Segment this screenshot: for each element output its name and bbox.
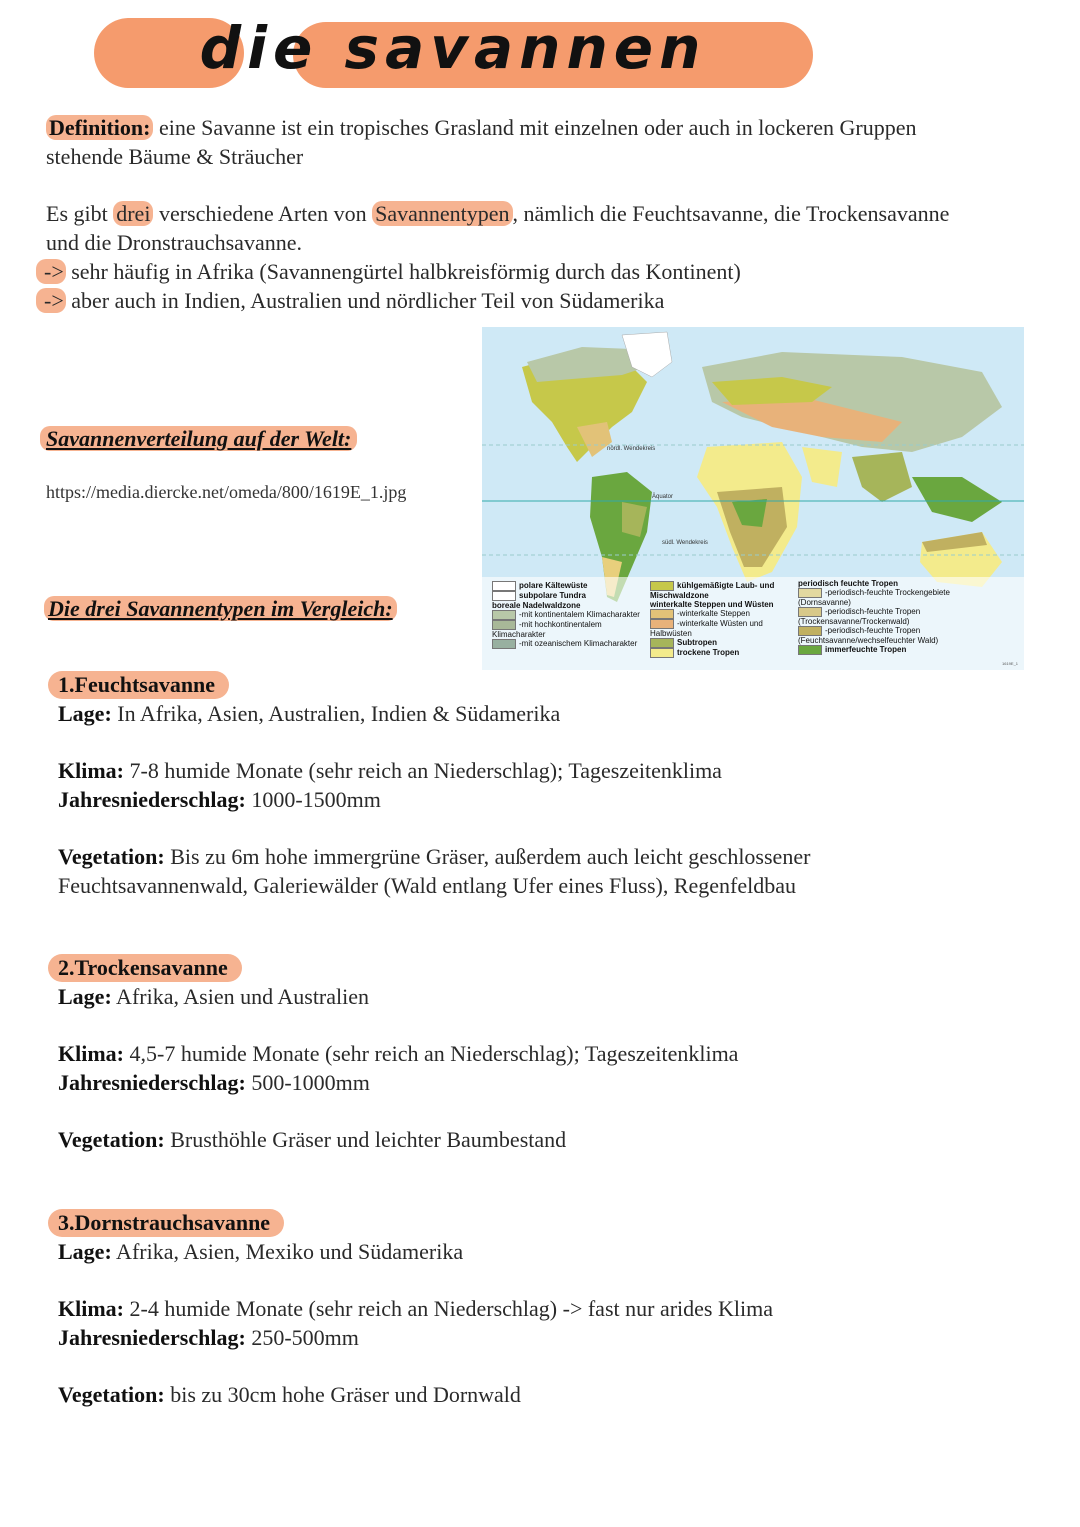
type-2-klima: 4,5-7 humide Monate (sehr reich an Niederschlag); Tageszeitenklima	[124, 1041, 739, 1066]
legend-subtropen: Subtropen	[677, 638, 717, 648]
type-2-jn-label: Jahresniederschlag:	[58, 1070, 246, 1095]
compare-heading-text: Die drei Savannentypen im Vergleich:	[44, 596, 397, 621]
definition-text-line2: stehende Bäume & Sträucher	[46, 144, 304, 169]
label-equator: Äquator	[652, 494, 674, 500]
arrow-1: ->	[36, 259, 66, 284]
type-2-veg: Brusthöhle Gräser und leichter Baumbestand	[164, 1127, 567, 1152]
legend-steppen: -winterkalte Steppen	[677, 609, 750, 619]
type-1-veg-line2: Feuchtsavannenwald, Galeriewälder (Wald entlang Ufer eines Fluss), Regenfeldbau	[58, 873, 797, 898]
type-2-lage: Afrika, Asien und Australien	[111, 984, 370, 1009]
legend-kuehl: kühlgemäßigte Laub- und Mischwaldzone	[650, 581, 775, 600]
type-3-jn: 250-500mm	[245, 1325, 359, 1350]
highlight-drei: drei	[113, 201, 153, 226]
legend-p2: -periodisch-feuchte Tropen (Trockensavanne/Trockenwald)	[798, 607, 921, 626]
legend-ozean: -mit ozeanischem Klimacharakter	[519, 639, 638, 649]
legend-polar: polare Kältewüste	[519, 581, 588, 591]
bullet-other-regions: aber auch in Indien, Australien und nördlicher Teil von Südamerika	[71, 288, 665, 313]
page-title-text: die savannen	[199, 14, 707, 82]
type-section-2	[48, 953, 1048, 1154]
type-1-lage-label: Lage:	[58, 701, 112, 726]
intro-text-mid: verschiedene Arten von	[153, 201, 373, 226]
legend-periodisch: periodisch feuchte Tropen	[798, 579, 899, 588]
type-2-klima-label: Klima:	[58, 1041, 124, 1066]
legend-p1: -periodisch-feuchte Trockengebiete (Dornsavanne)	[798, 588, 950, 607]
type-1-title: 1.Feuchtsavanne	[48, 671, 229, 699]
type-1-jn: 1000-1500mm	[245, 787, 381, 812]
intro-text-post: , nämlich die Feuchtsavanne, die Trockensavanne	[512, 201, 950, 226]
type-1-veg-label: Vegetation:	[58, 844, 165, 869]
legend-wuesten: -winterkalte Wüsten und Halbwüsten	[650, 619, 763, 638]
type-3-klima-label: Klima:	[58, 1296, 124, 1321]
legend-boreal: boreale Nadelwaldzone	[492, 601, 581, 610]
highlight-savannentypen: Savannentypen	[372, 201, 512, 226]
legend-p3: -periodisch-feuchte Tropen (Feuchtsavanne/wechselfeuchter Wald)	[798, 626, 939, 645]
type-1-jn-label: Jahresniederschlag:	[58, 787, 246, 812]
type-3-veg-label: Vegetation:	[58, 1382, 165, 1407]
definition	[46, 113, 1046, 171]
source-url[interactable]: https://media.diercke.net/omeda/800/1619E_1.jpg	[46, 482, 407, 502]
type-1-lage: In Afrika, Asien, Australien, Indien & Südamerika	[111, 701, 561, 726]
type-1-klima-label: Klima:	[58, 758, 124, 783]
legend-tundra: subpolare Tundra	[519, 591, 586, 601]
type-2-veg-label: Vegetation:	[58, 1127, 165, 1152]
type-2-jn: 500-1000mm	[245, 1070, 370, 1095]
type-2-title: 2.Trockensavanne	[48, 954, 242, 982]
type-section-1	[48, 670, 1048, 900]
definition-text: eine Savanne ist ein tropisches Grasland mit einzelnen oder auch in lockeren Gruppen	[153, 115, 917, 140]
legend-trocken: trockene Tropen	[677, 648, 740, 658]
legend-column-3	[798, 579, 963, 655]
type-2-lage-label: Lage:	[58, 984, 112, 1009]
map-code: 1619E_1	[1002, 661, 1019, 666]
page-title	[88, 10, 818, 96]
world-heading-text: Savannenverteilung auf der Welt:	[40, 426, 357, 451]
type-3-jn-label: Jahresniederschlag:	[58, 1325, 246, 1350]
intro-line2: und die Dronstrauchsavanne.	[46, 230, 302, 255]
legend-column-1	[492, 581, 642, 649]
type-3-lage: Afrika, Asien, Mexiko und Südamerika	[111, 1239, 464, 1264]
type-1-klima: 7-8 humide Monate (sehr reich an Niederschlag); Tageszeitenklima	[124, 758, 722, 783]
compare-heading	[44, 596, 397, 622]
legend-kont: -mit kontinentalem Klimacharakter	[519, 610, 640, 620]
type-section-3	[48, 1208, 1048, 1409]
legend-immer: immerfeuchte Tropen	[825, 645, 907, 655]
intro-text: Es gibt	[46, 201, 114, 226]
vegetation-world-map	[482, 327, 1024, 670]
legend-hochkont: -mit hochkontinentalem Klimacharakter	[492, 620, 602, 639]
type-3-veg: bis zu 30cm hohe Gräser und Dornwald	[164, 1382, 521, 1407]
world-distribution-heading	[40, 426, 357, 452]
type-3-title: 3.Dornstrauchsavanne	[48, 1209, 284, 1237]
type-1-veg: Bis zu 6m hohe immergrüne Gräser, außerdem auch leicht geschlossener	[164, 844, 811, 869]
type-3-lage-label: Lage:	[58, 1239, 112, 1264]
label-south-tropic: südl. Wendekreis	[662, 540, 708, 546]
label-north-tropic: nördl. Wendekreis	[607, 446, 656, 452]
bullet-africa: sehr häufig in Afrika (Savannengürtel halbkreisförmig durch das Kontinent)	[71, 259, 741, 284]
arrow-2: ->	[36, 288, 66, 313]
definition-label: Definition:	[46, 115, 153, 140]
type-3-klima: 2-4 humide Monate (sehr reich an Niederschlag) -> fast nur arides Klima	[124, 1296, 773, 1321]
legend-winterkalt: winterkalte Steppen und Wüsten	[650, 600, 774, 609]
intro-paragraph	[46, 199, 1066, 315]
legend-column-2	[650, 581, 795, 658]
